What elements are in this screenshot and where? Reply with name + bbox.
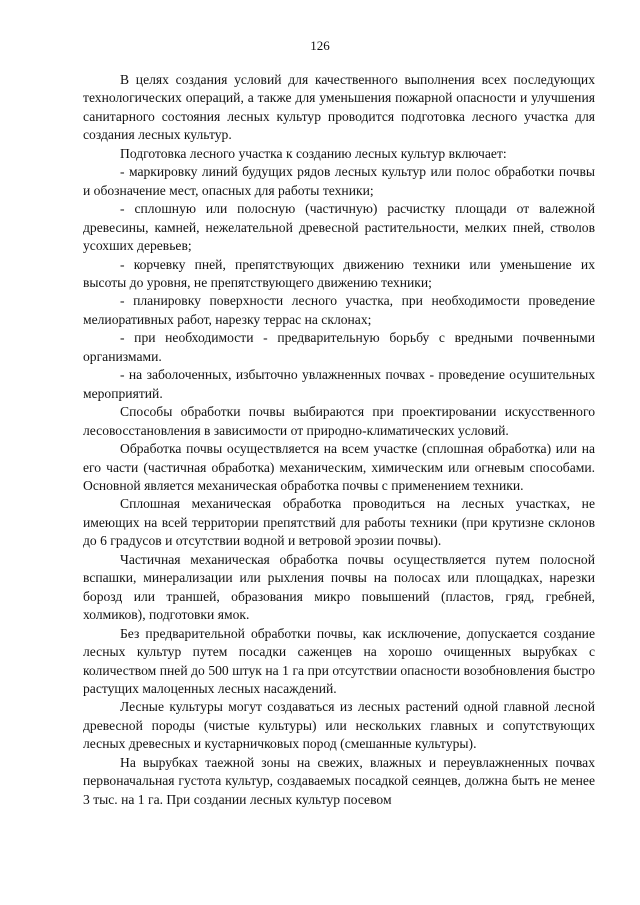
paragraph-tillage-methods: Способы обработки почвы выбираются при проектировании искусственного лесовосстановления в зависимости от природно-климатических условий. — [83, 404, 595, 438]
list-item-stump-removal: - корчевку пней, препятствующих движению техники или уменьшение их высоты до уровня, не препятствующего движению техники; — [83, 256, 595, 290]
paragraph-tillage-types: Обработка почвы осуществляется на всем участке (сплошная обработка) или на его части (частичная обработка) механическим, химическим или огневым способами. Основной является механическая обработка почвы с применением техники. — [83, 441, 595, 493]
body-text — [83, 71, 595, 809]
paragraph-intro: В целях создания условий для качественного выполнения всех последующих технологических операций, а также для уменьшения пожарной опасности и улучшения санитарного состояния лесных культур проводится подготовка лесного участка для создания лесных культур. — [83, 72, 595, 143]
list-item-leveling: - планировку поверхности лесного участка, при необходимости проведение мелиоративных работ, нарезку террас на склонах; — [83, 293, 595, 327]
list-item-clearing: - сплошную или полосную (частичную) расчистку площади от валежной древесины, камней, нежелательной древесной растительности, мелких пней, стволов усохших деревьев; — [83, 201, 595, 254]
paragraph-culture-composition: Лесные культуры могут создаваться из лесных растений одной главной лесной древесной породы (чистые культуры) или нескольких главных и сопутствующих лесных древесных и кустарничковых пород (смешанные культуры). — [83, 699, 595, 752]
paragraph-taiga-density: На вырубках таежной зоны на свежих, влажных и переувлажненных почвах первоначальная густота культур, создаваемых посадкой сеянцев, должна быть не менее 3 тыс. на 1 га. При создании лесных культур посевом — [83, 754, 595, 807]
paragraph-partial-tillage: Частичная механическая обработка почвы осуществляется путем полосной вспашки, минерализации или рыхления почвы на полосах или площадках, нарезки борозд или траншей, образования микро повышений (пластов, гряд, гребней, холмиков), подготовки ямок. — [83, 551, 595, 623]
page-number: 126 — [310, 38, 330, 53]
list-item-pest-control: - при необходимости - предварительную борьбу с вредными почвенными организмами. — [83, 330, 595, 364]
list-item-drainage: - на заболоченных, избыточно увлажненных почвах - проведение осушительных мероприятий. — [83, 367, 595, 401]
paragraph-continuous-tillage: Сплошная механическая обработка проводиться на лесных участках, не имеющих на всей территории препятствий для работы техники (при крутизне склонов до 6 градусов и отсутствии водной и ветровой эрозии почвы). — [83, 496, 595, 549]
list-item-marking: - маркировку линий будущих рядов лесных культур или полос обработки почвы и обозначение мест, опасных для работы техники; — [83, 164, 595, 198]
paragraph-no-tillage: Без предварительной обработки почвы, как исключение, допускается создание лесных культур путем посадки саженцев на хорошо очищенных вырубках с количеством пней до 500 штук на 1 га при отсутствии опасности возобновления быстро растущих малоценных лесных насаждений. — [83, 625, 595, 696]
paragraph-preparation-includes: Подготовка лесного участка к созданию лесных культур включает: — [120, 145, 507, 161]
